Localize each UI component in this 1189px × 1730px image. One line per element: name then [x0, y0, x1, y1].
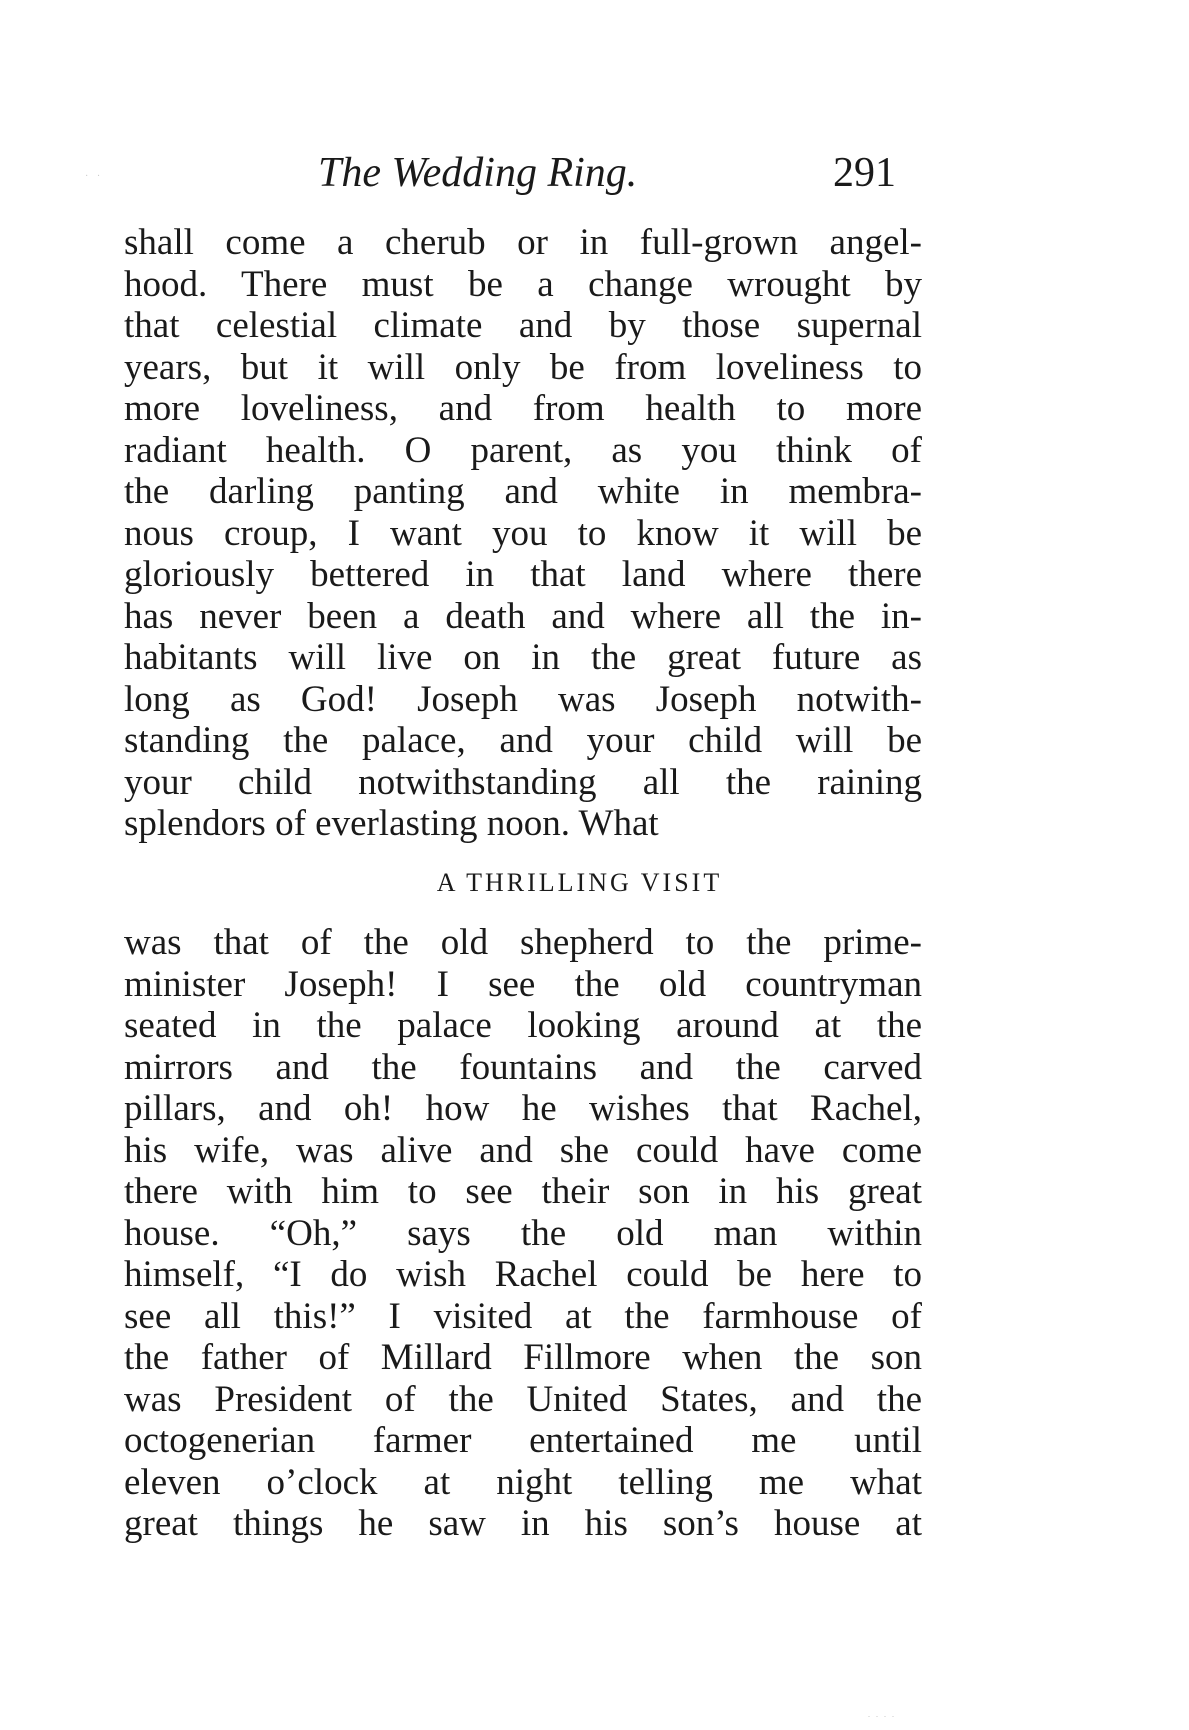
text-line: years, but it will only be from loveliness to	[124, 346, 922, 388]
text-line: minister Joseph! I see the old countryman	[124, 963, 922, 1005]
text-line: radiant health. O parent, as you think of	[124, 429, 922, 471]
text-line: see all this!” I visited at the farmhouse of	[124, 1295, 922, 1337]
text-line: there with him to see their son in his great	[124, 1171, 922, 1212]
scan-artifact: · ·	[85, 171, 104, 182]
text-line: pillars, and oh! how he wishes that Rachel,	[124, 1088, 922, 1129]
text-line: mirrors and the fountains and the carved	[124, 1046, 922, 1088]
text-line: the darling panting and white in membra-	[124, 471, 922, 512]
scan-artifact: . . . .	[868, 1710, 896, 1719]
text-line: has never been a death and where all the in-	[124, 595, 922, 637]
text-line: habitants will live on in the great future as	[124, 637, 922, 678]
running-title: The Wedding Ring.	[318, 150, 638, 196]
section-heading-text: A THRILLING VISIT	[436, 868, 723, 897]
page-number: 291	[833, 150, 896, 196]
text-line: shall come a cherub or in full-grown angel-	[124, 222, 922, 263]
text-line: the father of Millard Fillmore when the son	[124, 1337, 922, 1378]
text-line: that celestial climate and by those supernal	[124, 305, 922, 346]
text-line: himself, “I do wish Rachel could be here to	[124, 1254, 922, 1295]
text-line: more loveliness, and from health to more	[124, 388, 922, 429]
text-line: octogenerian farmer entertained me until	[124, 1420, 922, 1461]
text-line: seated in the palace looking around at the	[124, 1005, 922, 1046]
text-line: eleven o’clock at night telling me what	[124, 1461, 922, 1503]
section-heading	[0, 863, 1189, 903]
text-line: nous croup, I want you to know it will be	[124, 512, 922, 554]
text-line: house. “Oh,” says the old man within	[124, 1212, 922, 1254]
text-line: was President of the United States, and the	[124, 1378, 922, 1420]
text-line: hood. There must be a change wrought by	[124, 263, 922, 305]
paragraph-2	[124, 922, 922, 1545]
text-line: gloriously bettered in that land where there	[124, 554, 922, 595]
text-line: his wife, was alive and she could have come	[124, 1129, 922, 1171]
text-line: standing the palace, and your child will be	[124, 720, 922, 761]
text-line: long as God! Joseph was Joseph notwith-	[124, 678, 922, 720]
page-header	[0, 148, 1189, 198]
paragraph-1	[124, 222, 922, 845]
text-line: splendors of everlasting noon. What	[124, 803, 659, 844]
text-line: great things he saw in his son’s house at	[124, 1503, 922, 1544]
text-line: was that of the old shepherd to the prime-	[124, 922, 922, 963]
text-line: your child notwithstanding all the raining	[124, 761, 922, 803]
